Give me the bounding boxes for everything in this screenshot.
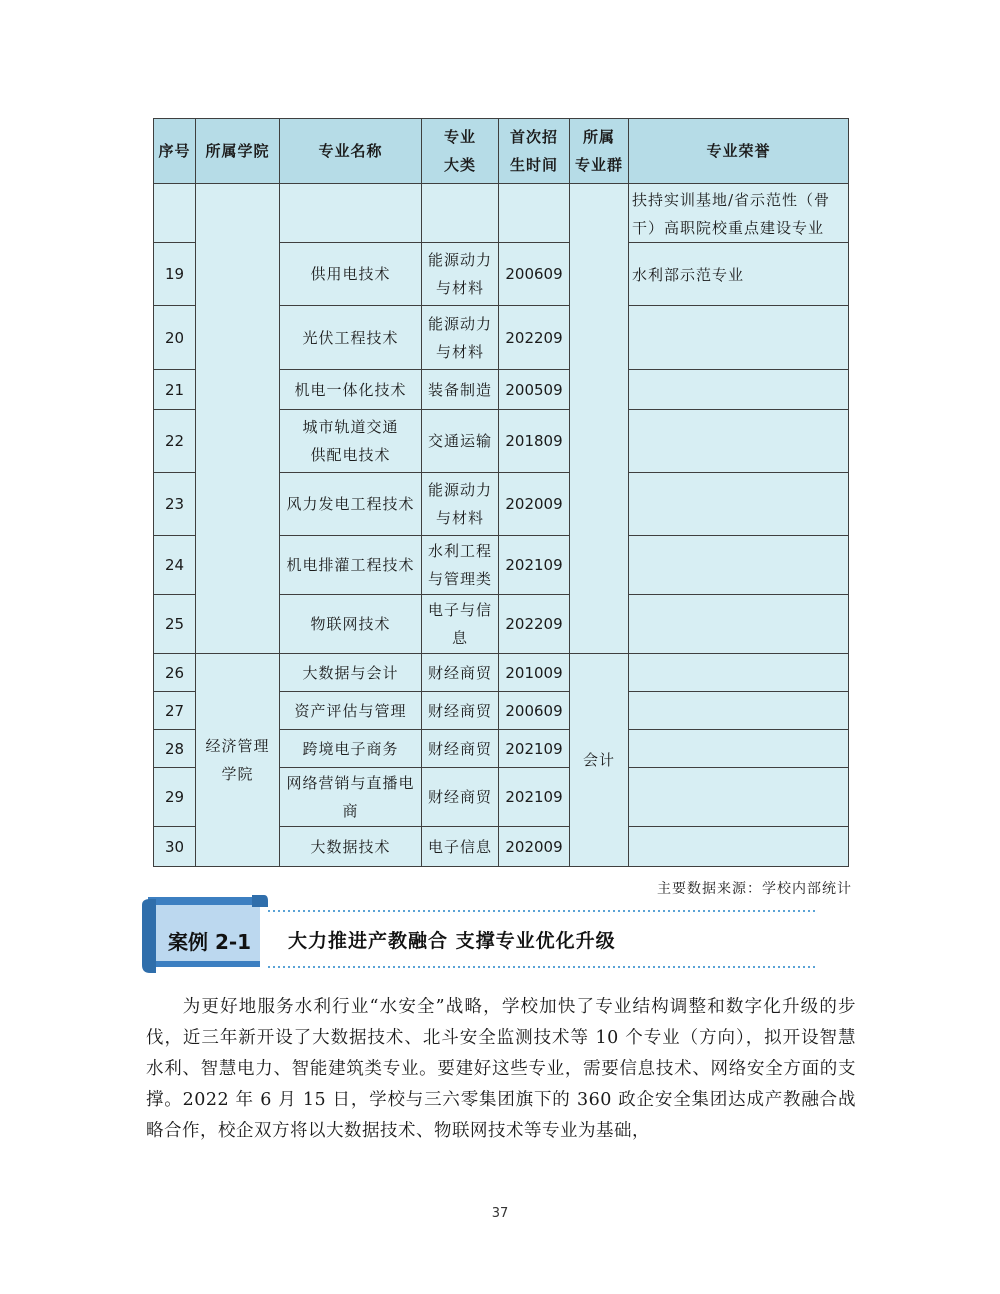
- cell-category: 财经商贸: [422, 730, 499, 768]
- cell-major: [280, 184, 422, 243]
- cell-seq: 25: [154, 595, 196, 654]
- cell-category: 财经商贸: [422, 768, 499, 827]
- category-line2: 与材料: [435, 279, 484, 297]
- body-text: [146, 992, 856, 1147]
- cell-college-econ: [196, 654, 280, 867]
- header-college: 所属学院: [196, 119, 280, 184]
- cell-seq: 19: [154, 243, 196, 306]
- cell-seq: 21: [154, 370, 196, 410]
- cell-major: 资产评估与管理: [280, 692, 422, 730]
- major-line1: 城市轨道交通: [302, 418, 399, 436]
- cell-category: [422, 184, 499, 243]
- cell-year: 202209: [499, 306, 570, 370]
- cell-major: 光伏工程技术: [280, 306, 422, 370]
- cell-year: 202109: [499, 730, 570, 768]
- cell-seq: 23: [154, 473, 196, 536]
- cell-seq: 28: [154, 730, 196, 768]
- cell-group-prev: [570, 184, 629, 654]
- category-line2: 息: [451, 629, 468, 647]
- source-note: 主要数据来源：学校内部统计: [657, 881, 852, 897]
- case-label: 案例 2-1: [168, 930, 252, 954]
- major-line2: 商: [342, 802, 359, 820]
- cell-seq: 27: [154, 692, 196, 730]
- cell-major: 物联网技术: [280, 595, 422, 654]
- banner-scroll-right-curl: [252, 895, 268, 907]
- header-category-line2: 大类: [443, 156, 476, 174]
- category-line1: 电子与信: [427, 601, 492, 619]
- header-honor: 专业荣誉: [629, 119, 849, 184]
- cell-seq: 20: [154, 306, 196, 370]
- header-group-line2: 专业群: [574, 156, 623, 174]
- cell-year: 202109: [499, 536, 570, 595]
- cell-year: 200509: [499, 370, 570, 410]
- cell-year: 201809: [499, 410, 570, 473]
- cell-category: 电子信息: [422, 827, 499, 867]
- category-line2: 与材料: [435, 509, 484, 527]
- honor-line1: 扶持实训基地/省示范性（骨: [632, 191, 831, 209]
- body-paragraph: 为更好地服务水利行业“水安全”战略，学校加快了专业结构调整和数字化升级的步伐，近三年新开设了大数据技术、北斗安全监测技术等 10 个专业（方向），拟开设智慧水利、智慧电力、智能建筑类专业。要建好这些专业，需要信息技术、网络安全方面的支撑。2022 年 6 月 15 日，学校与三六零集团旗下的 360 政企安全集团达成产教融合战略合作，校企双方将以大数据技术、物联网技术等专业为基础，: [146, 997, 856, 1141]
- cell-category: [422, 595, 499, 654]
- cell-honor: [629, 768, 849, 827]
- cell-year: 200609: [499, 243, 570, 306]
- cell-major: 大数据与会计: [280, 654, 422, 692]
- cell-category: [422, 536, 499, 595]
- cell-honor: [629, 595, 849, 654]
- cell-year: 202009: [499, 473, 570, 536]
- cell-seq: 29: [154, 768, 196, 827]
- cell-major: 风力发电工程技术: [280, 473, 422, 536]
- category-line2: 与材料: [435, 342, 484, 361]
- cell-year: 200609: [499, 692, 570, 730]
- case-title: 大力推进产教融合 支撑专业优化升级: [288, 930, 616, 952]
- cell-year: 202009: [499, 827, 570, 867]
- cell-college-prev: [196, 184, 280, 654]
- majors-table: [153, 118, 849, 867]
- cell-category: 财经商贸: [422, 654, 499, 692]
- header-group: [570, 119, 629, 184]
- header-category-line1: 专业: [443, 128, 476, 146]
- cell-seq: [154, 184, 196, 243]
- category-line1: 水利工程: [427, 542, 492, 560]
- cell-honor: [629, 410, 849, 473]
- table-header-row: [154, 119, 849, 184]
- header-first-year: [499, 119, 570, 184]
- cell-category: [422, 306, 499, 370]
- header-group-line1: 所属: [582, 128, 615, 146]
- cell-seq: 26: [154, 654, 196, 692]
- majors-table-wrapper: [153, 118, 848, 863]
- cell-honor: [629, 692, 849, 730]
- cell-year: 202209: [499, 595, 570, 654]
- college-line2: 学院: [221, 765, 254, 783]
- cell-seq: 24: [154, 536, 196, 595]
- cell-honor: 水利部示范专业: [629, 243, 849, 306]
- cell-honor: [629, 730, 849, 768]
- cell-year: [499, 184, 570, 243]
- cell-major: 机电一体化技术: [280, 370, 422, 410]
- cell-major: 大数据技术: [280, 827, 422, 867]
- cell-honor: [629, 370, 849, 410]
- header-first-year-line2: 生时间: [509, 156, 558, 174]
- cell-category: [422, 243, 499, 306]
- header-major: 专业名称: [280, 119, 422, 184]
- major-line2: 供配电技术: [310, 446, 391, 464]
- category-line1: 能源动力: [427, 481, 492, 499]
- cell-category: 交通运输: [422, 410, 499, 473]
- cell-year: 201009: [499, 654, 570, 692]
- banner-scroll-left-curl: [142, 899, 156, 973]
- college-line1: 经济管理: [205, 737, 270, 755]
- table-row: [154, 654, 849, 692]
- cell-seq: 22: [154, 410, 196, 473]
- cell-category: [422, 473, 499, 536]
- cell-group-accounting: 会计: [570, 654, 629, 867]
- header-first-year-line1: 首次招: [509, 128, 558, 146]
- cell-major: [280, 410, 422, 473]
- major-line1: 网络营销与直播电: [286, 774, 415, 792]
- header-category: [422, 119, 499, 184]
- cell-year: 202109: [499, 768, 570, 827]
- cell-major: 机电排灌工程技术: [280, 536, 422, 595]
- category-line2: 与管理类: [427, 570, 492, 588]
- category-line1: 能源动力: [427, 314, 492, 333]
- category-line1: 能源动力: [427, 251, 492, 269]
- cell-honor: [629, 306, 849, 370]
- cell-honor: [629, 473, 849, 536]
- cell-honor: [629, 654, 849, 692]
- cell-honor: [629, 827, 849, 867]
- cell-seq: 30: [154, 827, 196, 867]
- honor-line2: 干）高职院校重点建设专业: [632, 219, 825, 237]
- cell-major: [280, 768, 422, 827]
- cell-category: 财经商贸: [422, 692, 499, 730]
- header-seq: 序号: [154, 119, 196, 184]
- table-row: [154, 184, 849, 243]
- cell-honor: [629, 184, 849, 243]
- cell-category: 装备制造: [422, 370, 499, 410]
- cell-honor: [629, 536, 849, 595]
- page-number: 37: [491, 1206, 509, 1221]
- cell-major: 跨境电子商务: [280, 730, 422, 768]
- cell-major: 供用电技术: [280, 243, 422, 306]
